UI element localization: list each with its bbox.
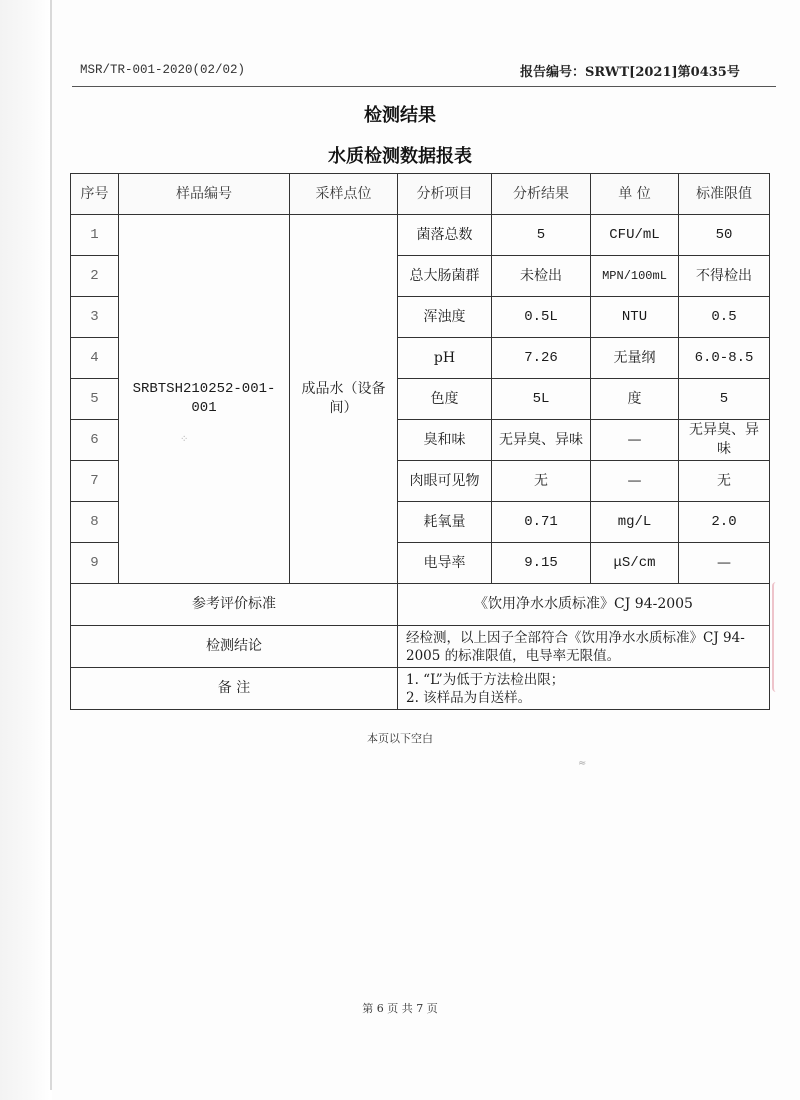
remark-line-1: 1. “L”为低于方法检出限； bbox=[406, 671, 565, 688]
limit-cell: 无异臭、异味 bbox=[679, 420, 770, 461]
sample-id-cell: SRBTSH210252-001-001 bbox=[119, 215, 290, 584]
col-header-sampling-point: 采样点位 bbox=[290, 174, 398, 215]
limit-cell: 不得检出 bbox=[679, 256, 770, 297]
report-number: 报告编号：SRWT[2021]第0435号 bbox=[520, 65, 740, 80]
remarks-label: 备 注 bbox=[71, 668, 398, 710]
row-number: 9 bbox=[71, 543, 119, 584]
col-header-unit: 单 位 bbox=[591, 174, 679, 215]
row-number: 6 bbox=[71, 420, 119, 461]
limit-cell: 2.0 bbox=[679, 502, 770, 543]
item-cell: 耗氧量 bbox=[398, 502, 492, 543]
unit-cell: CFU/mL bbox=[591, 215, 679, 256]
unit-cell: MPN/100mL bbox=[591, 256, 679, 297]
conclusion-value: 经检测，以上因子全部符合《饮用净水水质标准》CJ 94-2005 的标准限值，电导率无限值。 bbox=[398, 626, 770, 668]
reference-label: 参考评价标准 bbox=[71, 584, 398, 626]
unit-cell: μS/cm bbox=[591, 543, 679, 584]
result-cell: 未检出 bbox=[492, 256, 591, 297]
result-cell: 无异臭、异味 bbox=[492, 420, 591, 461]
unit-cell: mg/L bbox=[591, 502, 679, 543]
header-rule bbox=[72, 86, 776, 87]
result-cell: 9.15 bbox=[492, 543, 591, 584]
limit-cell: 5 bbox=[679, 379, 770, 420]
sampling-point-cell: 成品水（设备间） bbox=[290, 215, 398, 584]
scan-speck: ≈ bbox=[578, 758, 587, 769]
item-cell: 浑浊度 bbox=[398, 297, 492, 338]
table-row bbox=[71, 215, 770, 256]
row-number: 4 bbox=[71, 338, 119, 379]
conclusion-row bbox=[71, 626, 770, 668]
result-cell: 7.26 bbox=[492, 338, 591, 379]
page-footer: 第 6 页 共 7 页 bbox=[362, 1002, 438, 1015]
limit-cell: 50 bbox=[679, 215, 770, 256]
col-header-sample-id: 样品编号 bbox=[119, 174, 290, 215]
col-header-result: 分析结果 bbox=[492, 174, 591, 215]
unit-cell: 度 bbox=[591, 379, 679, 420]
col-header-limit: 标准限值 bbox=[679, 174, 770, 215]
remarks-row bbox=[71, 668, 770, 710]
result-cell: 0.5L bbox=[492, 297, 591, 338]
limit-cell: — bbox=[679, 543, 770, 584]
result-cell: 无 bbox=[492, 461, 591, 502]
unit-cell: — bbox=[591, 461, 679, 502]
water-quality-table bbox=[70, 173, 770, 710]
scan-speck: ⁘ bbox=[180, 434, 189, 445]
reference-value: 《饮用净水水质标准》CJ 94-2005 bbox=[398, 584, 770, 626]
row-number: 1 bbox=[71, 215, 119, 256]
row-number: 7 bbox=[71, 461, 119, 502]
reference-row bbox=[71, 584, 770, 626]
unit-cell: — bbox=[591, 420, 679, 461]
blank-below-note: 本页以下空白 bbox=[367, 732, 433, 745]
limit-cell: 无 bbox=[679, 461, 770, 502]
col-header-item: 分析项目 bbox=[398, 174, 492, 215]
seal-stamp-fragment bbox=[772, 582, 794, 692]
conclusion-label: 检测结论 bbox=[71, 626, 398, 668]
result-cell: 5 bbox=[492, 215, 591, 256]
limit-cell: 6.0-8.5 bbox=[679, 338, 770, 379]
result-cell: 5L bbox=[492, 379, 591, 420]
row-number: 5 bbox=[71, 379, 119, 420]
item-cell: 电导率 bbox=[398, 543, 492, 584]
item-cell: 肉眼可见物 bbox=[398, 461, 492, 502]
item-cell: 色度 bbox=[398, 379, 492, 420]
col-header-no: 序号 bbox=[71, 174, 119, 215]
table-header-row bbox=[71, 174, 770, 215]
unit-cell: 无量纲 bbox=[591, 338, 679, 379]
remark-line-2: 2. 该样品为自送样。 bbox=[406, 689, 532, 706]
limit-cell: 0.5 bbox=[679, 297, 770, 338]
remarks-value bbox=[398, 668, 770, 710]
table-title: 水质检测数据报表 bbox=[328, 146, 472, 167]
result-cell: 0.71 bbox=[492, 502, 591, 543]
row-number: 8 bbox=[71, 502, 119, 543]
section-title: 检测结果 bbox=[364, 105, 436, 126]
item-cell: 菌落总数 bbox=[398, 215, 492, 256]
item-cell: 总大肠菌群 bbox=[398, 256, 492, 297]
unit-cell: NTU bbox=[591, 297, 679, 338]
row-number: 3 bbox=[71, 297, 119, 338]
item-cell: 臭和味 bbox=[398, 420, 492, 461]
item-cell: pH bbox=[398, 338, 492, 379]
row-number: 2 bbox=[71, 256, 119, 297]
form-code: MSR/TR-001-2020(02/02) bbox=[80, 63, 246, 77]
